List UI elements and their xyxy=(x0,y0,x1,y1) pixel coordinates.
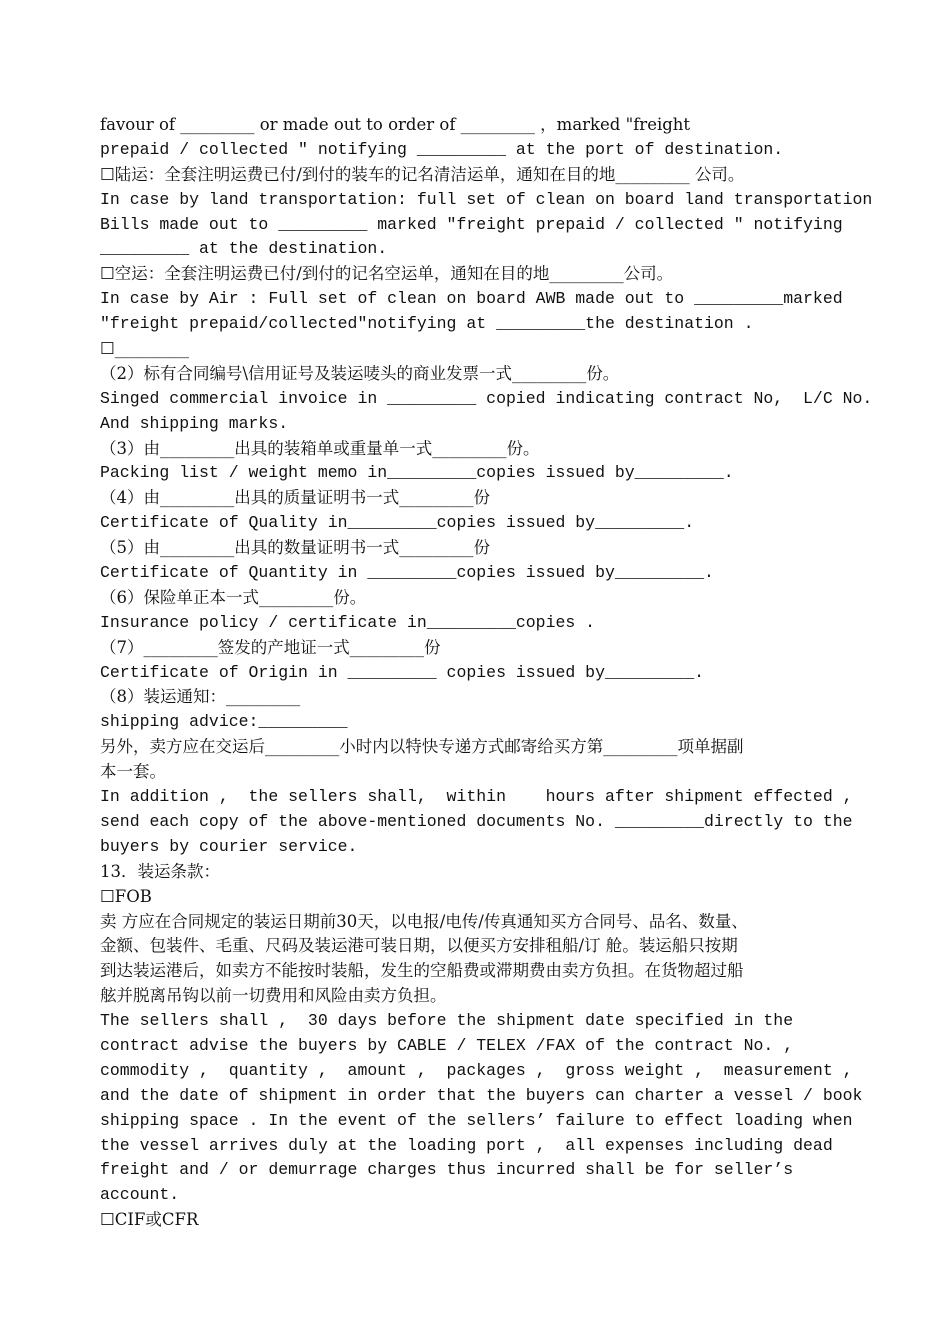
checkbox-line-other: ☐_________ xyxy=(100,339,190,359)
text-line: In case by land transportation: full set of clean on board land transportation xyxy=(100,189,873,209)
text-line: 另外，卖方应在交运后_________小时内以特快专递方式邮寄给买方第_________项单据副 xyxy=(100,737,744,757)
item-3-heading: （3）由_________出具的装箱单或重量单一式_________份。 xyxy=(100,438,540,458)
section-13-heading: 13．装运条款： xyxy=(100,861,220,881)
text-line: 到达装运港后，如卖方不能按时装船，发生的空船费或滞期费由卖方负担。在货物超过船 xyxy=(100,961,744,981)
text-line: favour of _________ or made out to order of _________ ，marked "freight xyxy=(100,115,691,134)
text-line: _________ at the destination. xyxy=(100,239,388,259)
text-line: and the date of shipment in order that the buyers can charter a vessel / book xyxy=(100,1085,863,1105)
text-line: shipping advice:_________ xyxy=(100,712,348,732)
text-line: account. xyxy=(100,1185,180,1205)
text-line: 金额、包装件、毛重、尺码及装运港可装日期，以便买方安排租船/订 舱。装运船只按期 xyxy=(100,936,738,956)
checkbox-line-cif-cfr: ☐CIF或CFR xyxy=(100,1210,199,1230)
text-line: Certificate of Origin in _________ copies issued by_________. xyxy=(100,662,704,682)
text-line: 本一套。 xyxy=(100,762,166,782)
text-line: In addition , the sellers shall, within hours after shipment effected , xyxy=(100,787,853,807)
text-line: the vessel arrives duly at the loading port , all expenses including dead xyxy=(100,1135,833,1155)
item-8-heading: （8）装运通知：_________ xyxy=(100,687,301,707)
checkbox-line-air-transport: ☐空运：全套注明运费已付/到付的记名空运单，通知在目的地_________公司。 xyxy=(100,264,674,284)
text-line: Packing list / weight memo in_________copies issued by_________. xyxy=(100,463,734,483)
text-line: shipping space . In the event of the sellers’ failure to effect loading when xyxy=(100,1110,853,1130)
item-6-heading: （6）保险单正本一式_________份。 xyxy=(100,587,367,607)
text-line: 舷并脱离吊钩以前一切费用和风险由卖方负担。 xyxy=(100,986,447,1006)
text-line: In case by Air : Full set of clean on board AWB made out to _________marked xyxy=(100,289,843,309)
checkbox-line-land-transport: ☐陆运：全套注明运费已付/到付的装车的记名清洁运单，通知在目的地_________ 公司。 xyxy=(100,164,745,184)
text-line: And shipping marks. xyxy=(100,413,289,433)
text-line: send each copy of the above-mentioned documents No. _________directly to the xyxy=(100,811,853,831)
item-5-heading: （5）由_________出具的数量证明书一式_________份 xyxy=(100,538,490,558)
text-line: "freight prepaid/collected"notifying at _________the destination . xyxy=(100,314,754,334)
document-page xyxy=(100,113,873,1233)
text-line: buyers by courier service. xyxy=(100,836,358,856)
text-line: Singed commercial invoice in _________ copied indicating contract No, L/C No. xyxy=(100,388,873,408)
text-line: commodity , quantity , amount , packages , gross weight , measurement , xyxy=(100,1060,853,1080)
text-line: Bills made out to _________ marked "freight prepaid / collected " notifying xyxy=(100,214,843,234)
text-line: Certificate of Quantity in _________copies issued by_________. xyxy=(100,563,714,583)
text-line: freight and / or demurrage charges thus incurred shall be for seller’s xyxy=(100,1160,794,1180)
checkbox-line-fob: ☐FOB xyxy=(100,886,152,906)
text-line: contract advise the buyers by CABLE / TELEX /FAX of the contract No. , xyxy=(100,1035,794,1055)
text-line: prepaid / collected " notifying _________ at the port of destination. xyxy=(100,139,784,159)
item-2-heading: （2）标有合同编号\信用证号及装运唛头的商业发票一式_________份。 xyxy=(100,363,620,383)
text-line: Insurance policy / certificate in_________copies . xyxy=(100,612,596,632)
text-line: The sellers shall , 30 days before the shipment date specified in the xyxy=(100,1011,794,1031)
item-7-heading: （7）_________签发的产地证一式_________份 xyxy=(100,637,441,657)
item-4-heading: （4）由_________出具的质量证明书一式_________份 xyxy=(100,488,490,508)
text-line: Certificate of Quality in_________copies issued by_________. xyxy=(100,513,695,533)
text-line: 卖 方应在合同规定的装运日期前30天，以电报/电传/传真通知买方合同号、品名、数量、 xyxy=(100,911,748,931)
